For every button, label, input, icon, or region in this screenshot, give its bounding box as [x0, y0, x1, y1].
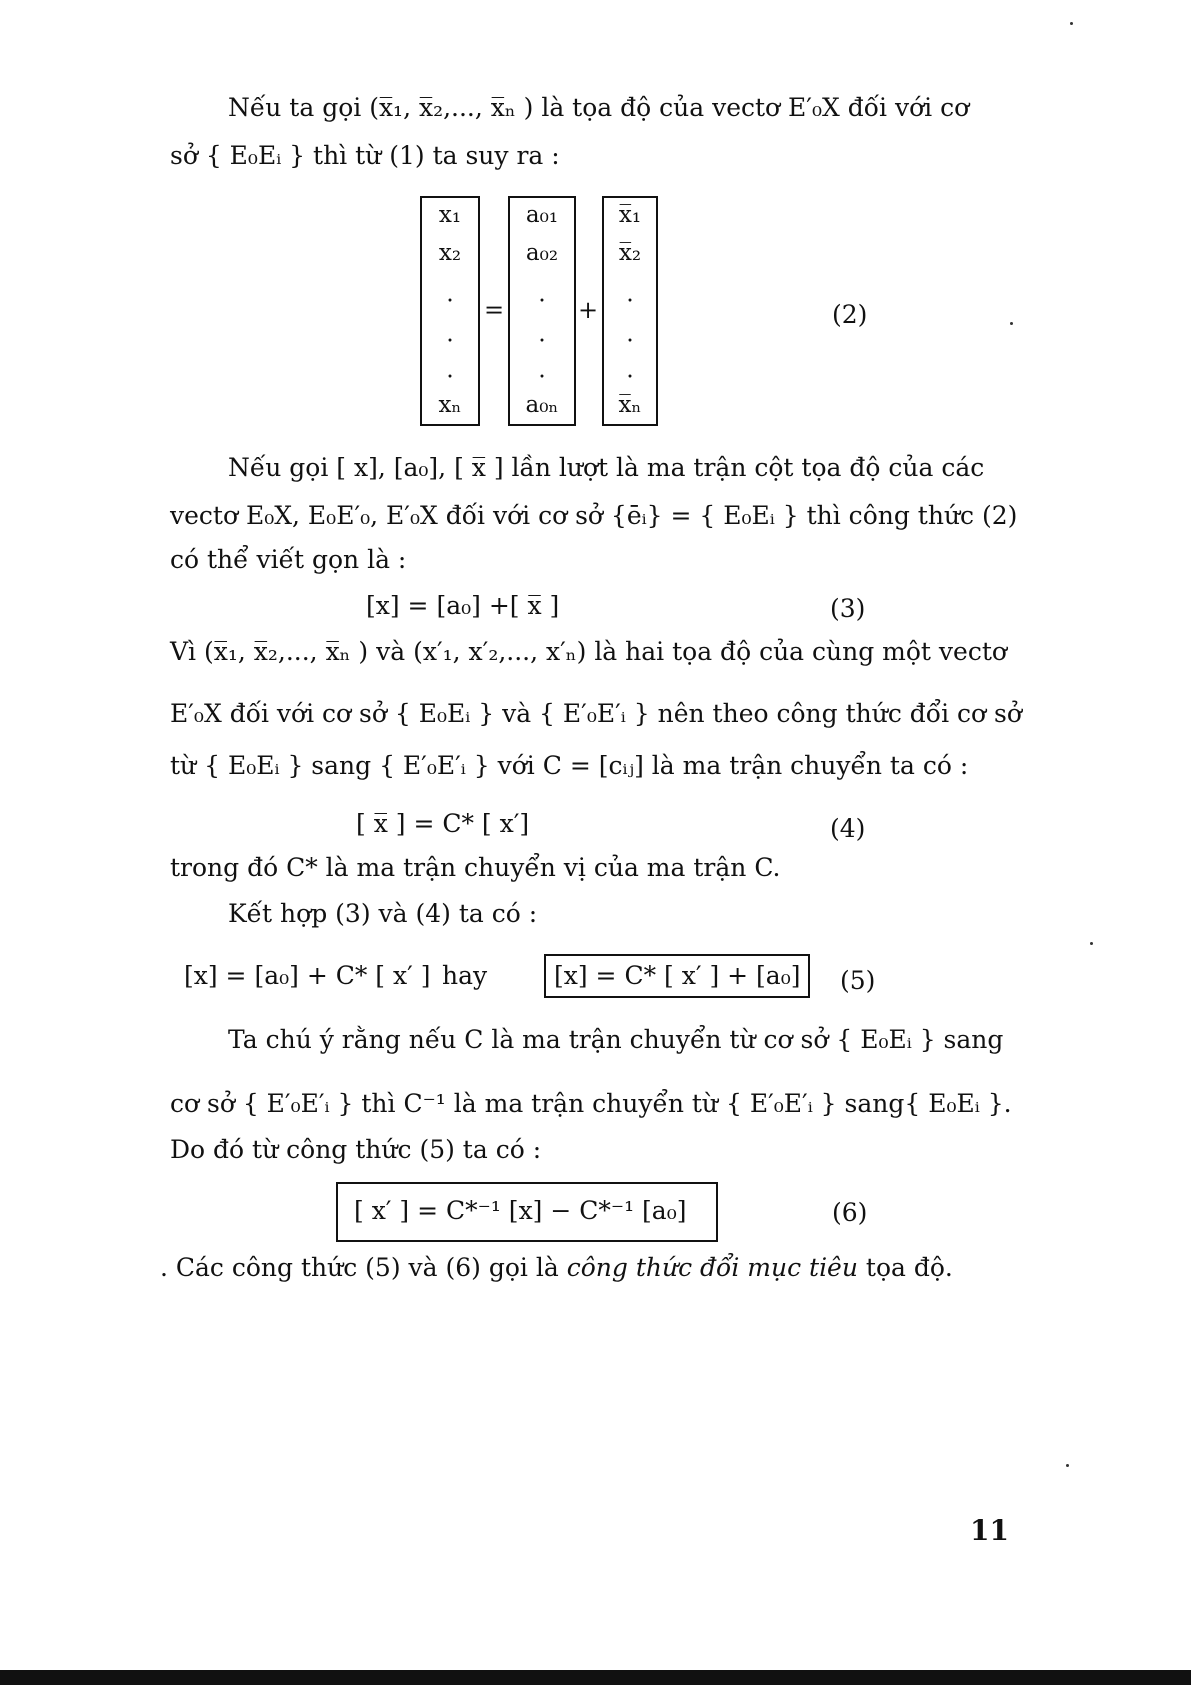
- scan-speck: [1010, 322, 1013, 325]
- scan-speck: [1070, 22, 1073, 25]
- matrix-x-bar-cell: ·: [626, 288, 634, 314]
- matrix-a0-cell: a₀₂: [525, 240, 559, 266]
- page-number: 11: [970, 1514, 1009, 1547]
- matrix-a0-cell: ·: [538, 288, 546, 314]
- matrix-a0-cell: ·: [538, 328, 546, 354]
- matrix-a0: [508, 196, 576, 426]
- paragraph-7-prefix: . Các công thức (5) và (6) gọi là: [160, 1253, 567, 1282]
- matrix-x-bar-cell: ·: [626, 364, 634, 390]
- matrix-x-bar-cell: x̅₂: [618, 240, 642, 266]
- equation-5-label: (5): [840, 966, 876, 995]
- matrix-a0-cell: ·: [538, 364, 546, 390]
- equation-2-label: (2): [832, 300, 868, 329]
- matrix-x-cell: xₙ: [438, 392, 462, 418]
- scan-bottom-edge: [0, 1670, 1191, 1685]
- scan-speck: [1090, 942, 1093, 945]
- matrix-x-cell: ·: [446, 328, 454, 354]
- paragraph-2-line-2: vectơ E₀X, E₀E′₀, E′₀X đối với cơ sở {ēᵢ} = { E₀Eᵢ } thì công thức (2): [170, 501, 1018, 530]
- matrix-x-cell: x₂: [438, 240, 462, 266]
- paragraph-1-line-2: sở { E₀Eᵢ } thì từ (1) ta suy ra :: [170, 141, 560, 170]
- matrix-a0-cell: a₀ₙ: [525, 392, 559, 418]
- equation-3: [x] = [a₀] +[ x̅ ]: [366, 591, 560, 620]
- equation-4: [ x̅ ] = C* [ x′]: [356, 809, 530, 838]
- matrix-x-cell: x₁: [438, 202, 462, 228]
- paragraph-5-line-1: Kết hợp (3) và (4) ta có :: [228, 899, 538, 928]
- paragraph-3-line-2: E′₀X đối với cơ sở { E₀Eᵢ } và { E′₀E′ᵢ } nên theo công thức đổi cơ sở: [170, 699, 1022, 728]
- paragraph-7-suffix: tọa độ.: [857, 1253, 953, 1282]
- matrix-x-bar: [602, 196, 658, 426]
- equation-5-boxed: [x] = C* [ x′ ] + [a₀]: [544, 954, 810, 998]
- equals-sign: =: [484, 296, 505, 324]
- matrix-x-bar-cell: ·: [626, 328, 634, 354]
- equation-5-hay: hay: [442, 961, 488, 990]
- matrix-x-cell: ·: [446, 288, 454, 314]
- equation-6-label: (6): [832, 1198, 868, 1227]
- paragraph-3-line-1: Vì (x̅₁, x̅₂,..., x̅ₙ ) và (x′₁, x′₂,..., x′ₙ) là hai tọa độ của cùng một vectơ: [170, 637, 1007, 666]
- equation-3-label: (3): [830, 594, 866, 623]
- equation-5-left: [x] = [a₀] + C* [ x′ ]: [184, 961, 431, 990]
- paragraph-1-line-1: Nếu ta gọi (x̅₁, x̅₂,..., x̅ₙ ) là tọa độ của vectơ E′₀X đối với cơ: [228, 93, 970, 122]
- plus-sign: +: [578, 296, 599, 324]
- matrix-a0-cell: a₀₁: [525, 202, 559, 228]
- matrix-x-bar-cell: x̅ₙ: [618, 392, 642, 418]
- paragraph-7-italic-term: công thức đổi mục tiêu: [566, 1253, 858, 1282]
- matrix-x: [420, 196, 480, 426]
- paragraph-6-line-2: cơ sở { E′₀E′ᵢ } thì C⁻¹ là ma trận chuyển từ { E′₀E′ᵢ } sang{ E₀Eᵢ }.: [170, 1089, 1012, 1118]
- matrix-x-bar-cell: x̅₁: [618, 202, 642, 228]
- paragraph-2-line-3: có thể viết gọn là :: [170, 545, 407, 574]
- paragraph-6-line-1: Ta chú ý rằng nếu C là ma trận chuyển từ cơ sở { E₀Eᵢ } sang: [228, 1025, 1004, 1054]
- paragraph-3-line-3: từ { E₀Eᵢ } sang { E′₀E′ᵢ } với C = [cᵢⱼ] là ma trận chuyển ta có :: [170, 751, 969, 780]
- scan-speck: [1066, 1464, 1069, 1467]
- paragraph-7-line-1: [160, 1252, 953, 1284]
- paragraph-6-line-3: Do đó từ công thức (5) ta có :: [170, 1135, 542, 1164]
- paragraph-2-line-1: Nếu gọi [ x], [a₀], [ x̅ ] lần lượt là ma trận cột tọa độ của các: [228, 453, 985, 482]
- equation-4-label: (4): [830, 814, 866, 843]
- equation-6-boxed: [ x′ ] = C*⁻¹ [x] − C*⁻¹ [a₀]: [336, 1182, 718, 1242]
- matrix-x-cell: ·: [446, 364, 454, 390]
- paragraph-4-line-1: trong đó C* là ma trận chuyển vị của ma trận C.: [170, 853, 781, 882]
